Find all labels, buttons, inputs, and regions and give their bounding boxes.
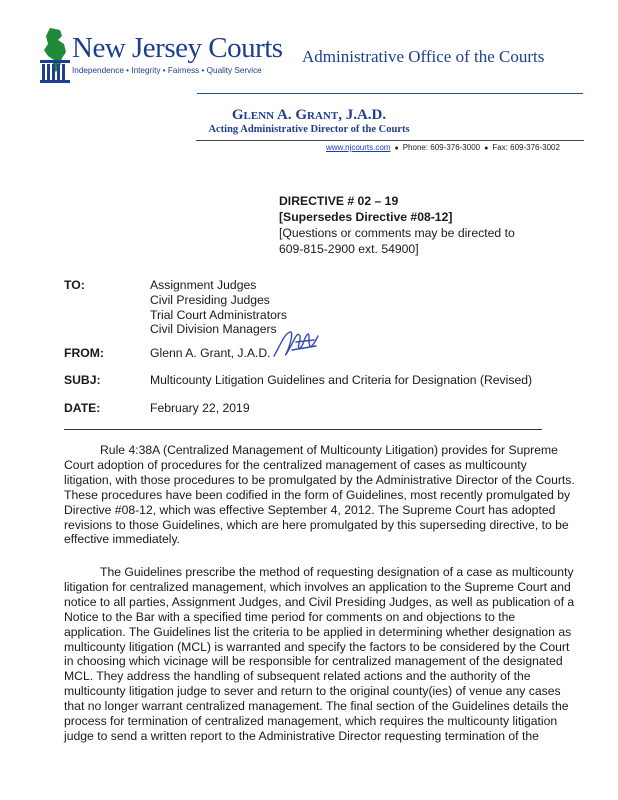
contact-line [326, 143, 560, 152]
recipient: Trial Court Administrators [150, 307, 288, 322]
from-label: FROM: [64, 346, 104, 360]
nj-state-emblem-icon [36, 26, 76, 84]
paragraph-line: revisions to those Guidelines, which are here promulgated by this superseding directive, to be [64, 517, 569, 532]
paragraph-line: Directive #08-12, which was effective September 4, 2012. The Supreme Court has adopted [64, 502, 556, 517]
handwritten-signature-icon [270, 326, 322, 366]
paragraph-line: that no longer warrant centralized management. The final section of the Guidelines details the [64, 699, 569, 714]
letterhead-rule [196, 140, 584, 141]
paragraph-line: litigation, with those procedures to be promulgated by the Administrative Director of the Courts. [64, 472, 575, 487]
paragraph-line: Court adoption of procedures for the centralized management of cases as multicounty [64, 457, 527, 472]
header-divider [197, 93, 583, 94]
logo-wordmark: New Jersey Courts [72, 32, 283, 64]
to-label: TO: [64, 278, 85, 292]
phone-number: Phone: 609-376-3000 [402, 143, 481, 152]
logo-tagline: Independence • Integrity • Fairness • Quality Service [72, 66, 262, 75]
recipient: Civil Presiding Judges [150, 292, 270, 307]
paragraph-line: Rule 4:38A (Centralized Management of Multicounty Litigation) provides for Supreme [100, 443, 558, 457]
website-link[interactable]: www.njcourts.com [326, 143, 391, 152]
paragraph-line: multicounty litigation judge to sever and return to the original county(ies) of venue any cases [64, 684, 561, 699]
body-paragraph-1 [64, 443, 575, 547]
paragraph-line: multicounty litigation (MCL) is warranted and specify the factors to be considered by the Court [64, 639, 570, 654]
paragraph-line: application. The Guidelines list the criteria to be applied in determining whether designation as [64, 624, 572, 639]
directive-number: DIRECTIVE # 02 – 19 [279, 194, 399, 208]
questions-line-2: 609-815-2900 ext. 54900] [279, 242, 419, 256]
recipient: Civil Division Managers [150, 322, 277, 337]
subj-value: Multicounty Litigation Guidelines and Criteria for Designation (Revised) [150, 373, 533, 387]
to-recipients [150, 278, 287, 337]
bullet-icon: ● [484, 145, 489, 152]
office-name: Administrative Office of the Courts [302, 47, 545, 66]
paragraph-line: effective immediately. [64, 532, 181, 547]
paragraph-line: Notice to the Bar with a specified time period for comments on and objections to the [64, 609, 516, 624]
bullet-icon: ● [394, 145, 399, 152]
paragraph-line: litigation for centralized management, which involves an application to the Supreme Court and [64, 579, 571, 594]
director-title: Acting Administrative Director of the Courts [208, 124, 410, 135]
memo-divider [64, 429, 542, 430]
paragraph-line: process for termination of centralized management, which requires the multicounty litigation [64, 714, 558, 729]
subj-label: SUBJ: [64, 373, 101, 387]
date-value: February 22, 2019 [150, 401, 250, 415]
questions-line-1: [Questions or comments may be directed to [279, 226, 515, 240]
date-label: DATE: [64, 401, 101, 415]
paragraph-line: MCL. They address the handling of subsequent related actions and the authority of the [64, 669, 531, 684]
paragraph-line: These procedures have been codified in the form of Guidelines, most recently promulgated by [64, 487, 571, 502]
director-name: Glenn A. Grant, J.A.D. [231, 107, 387, 123]
fax-number: Fax: 609-376-3002 [492, 143, 560, 152]
paragraph-line: judge to send a written report to the Administrative Director requesting termination of the [64, 728, 539, 743]
paragraph-line: in choosing which vicinage will be responsible for centralized management of the designated [64, 654, 563, 669]
directive-block [279, 193, 515, 257]
paragraph-line: The Guidelines prescribe the method of requesting designation of a case as multicounty [100, 565, 574, 579]
supersedes-note: [Supersedes Directive #08-12] [279, 210, 453, 224]
body-paragraph-2 [64, 565, 575, 744]
from-value: Glenn A. Grant, J.A.D. [150, 346, 271, 360]
recipient: Assignment Judges [150, 278, 257, 292]
paragraph-line: notice to all parties, Assignment Judges, and Civil Presiding Judges, as well as publication of a [64, 594, 575, 609]
